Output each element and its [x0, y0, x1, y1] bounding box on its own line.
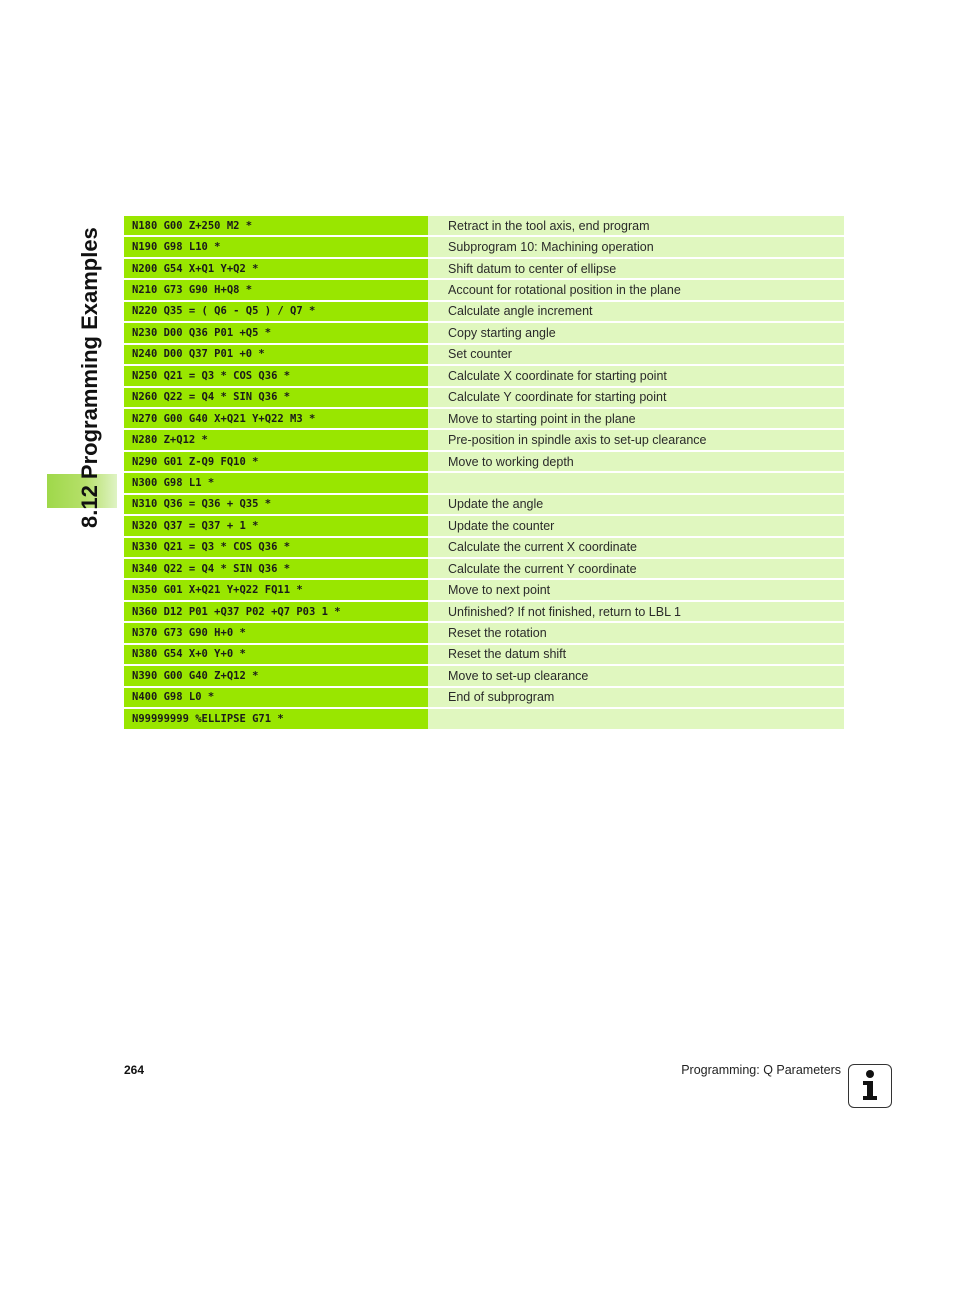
table-row: [124, 623, 844, 644]
chapter-title: Programming: Q Parameters: [681, 1063, 841, 1077]
nc-code-cell: N240 D00 Q37 P01 +0 *: [124, 345, 428, 366]
description-cell: Subprogram 10: Machining operation: [428, 237, 844, 258]
nc-code-cell: N390 G00 G40 Z+Q12 *: [124, 666, 428, 687]
nc-code-cell: N300 G98 L1 *: [124, 473, 428, 494]
table-row: [124, 388, 844, 409]
description-cell: Account for rotational position in the plane: [428, 280, 844, 301]
table-row: [124, 323, 844, 344]
nc-code-cell: N280 Z+Q12 *: [124, 430, 428, 451]
page-number: 264: [124, 1063, 145, 1077]
nc-code-cell: N320 Q37 = Q37 + 1 *: [124, 516, 428, 537]
table-row: [124, 216, 844, 237]
nc-code-cell: N180 G00 Z+250 M2 *: [124, 216, 428, 237]
table-row: [124, 709, 844, 730]
description-cell: Calculate the current X coordinate: [428, 538, 844, 559]
table-row: [124, 409, 844, 430]
nc-code-cell: N260 Q22 = Q4 * SIN Q36 *: [124, 388, 428, 409]
description-cell: Reset the datum shift: [428, 645, 844, 666]
table-row: [124, 430, 844, 451]
nc-code-cell: N370 G73 G90 H+0 *: [124, 623, 428, 644]
table-row: [124, 237, 844, 258]
description-cell: Calculate the current Y coordinate: [428, 559, 844, 580]
description-cell: Shift datum to center of ellipse: [428, 259, 844, 280]
description-cell: Update the counter: [428, 516, 844, 537]
table-row: [124, 345, 844, 366]
description-cell: Copy starting angle: [428, 323, 844, 344]
table-row: [124, 495, 844, 516]
table-row: [124, 259, 844, 280]
table-row: [124, 366, 844, 387]
nc-code-cell: N99999999 %ELLIPSE G71 *: [124, 709, 428, 730]
nc-code-cell: N250 Q21 = Q3 * COS Q36 *: [124, 366, 428, 387]
table-row: [124, 645, 844, 666]
table-row: [124, 473, 844, 494]
table-row: [124, 580, 844, 601]
table-row: [124, 280, 844, 301]
table-row: [124, 559, 844, 580]
nc-code-cell: N290 G01 Z-Q9 FQ10 *: [124, 452, 428, 473]
table-row: [124, 516, 844, 537]
nc-code-cell: N220 Q35 = ( Q6 - Q5 ) / Q7 *: [124, 302, 428, 323]
description-cell: Move to starting point in the plane: [428, 409, 844, 430]
table-row: [124, 666, 844, 687]
nc-code-cell: N360 D12 P01 +Q37 P02 +Q7 P03 1 *: [124, 602, 428, 623]
table-row: [124, 538, 844, 559]
code-table: [124, 216, 844, 731]
description-cell: Update the angle: [428, 495, 844, 516]
nc-code-cell: N200 G54 X+Q1 Y+Q2 *: [124, 259, 428, 280]
nc-code-cell: N330 Q21 = Q3 * COS Q36 *: [124, 538, 428, 559]
description-cell: Set counter: [428, 345, 844, 366]
description-cell: Retract in the tool axis, end program: [428, 216, 844, 237]
description-cell: Move to next point: [428, 580, 844, 601]
description-cell: [428, 709, 844, 730]
info-icon: [848, 1064, 892, 1108]
nc-code-cell: N270 G00 G40 X+Q21 Y+Q22 M3 *: [124, 409, 428, 430]
description-cell: Reset the rotation: [428, 623, 844, 644]
description-cell: [428, 473, 844, 494]
description-cell: Calculate angle increment: [428, 302, 844, 323]
nc-code-cell: N400 G98 L0 *: [124, 688, 428, 709]
info-icon-glyph: [849, 1065, 890, 1106]
description-cell: Move to set-up clearance: [428, 666, 844, 687]
nc-code-cell: N310 Q36 = Q36 + Q35 *: [124, 495, 428, 516]
description-cell: Unfinished? If not finished, return to LBL 1: [428, 602, 844, 623]
table-row: [124, 602, 844, 623]
table-row: [124, 688, 844, 709]
table-row: [124, 302, 844, 323]
table-row: [124, 452, 844, 473]
nc-code-cell: N350 G01 X+Q21 Y+Q22 FQ11 *: [124, 580, 428, 601]
description-cell: End of subprogram: [428, 688, 844, 709]
description-cell: Move to working depth: [428, 452, 844, 473]
nc-code-cell: N380 G54 X+0 Y+0 *: [124, 645, 428, 666]
nc-code-cell: N210 G73 G90 H+Q8 *: [124, 280, 428, 301]
description-cell: Pre-position in spindle axis to set-up clearance: [428, 430, 844, 451]
description-cell: Calculate X coordinate for starting point: [428, 366, 844, 387]
nc-code-cell: N340 Q22 = Q4 * SIN Q36 *: [124, 559, 428, 580]
nc-code-cell: N190 G98 L10 *: [124, 237, 428, 258]
nc-code-cell: N230 D00 Q36 P01 +Q5 *: [124, 323, 428, 344]
description-cell: Calculate Y coordinate for starting point: [428, 388, 844, 409]
section-title: 8.12 Programming Examples: [77, 227, 102, 528]
